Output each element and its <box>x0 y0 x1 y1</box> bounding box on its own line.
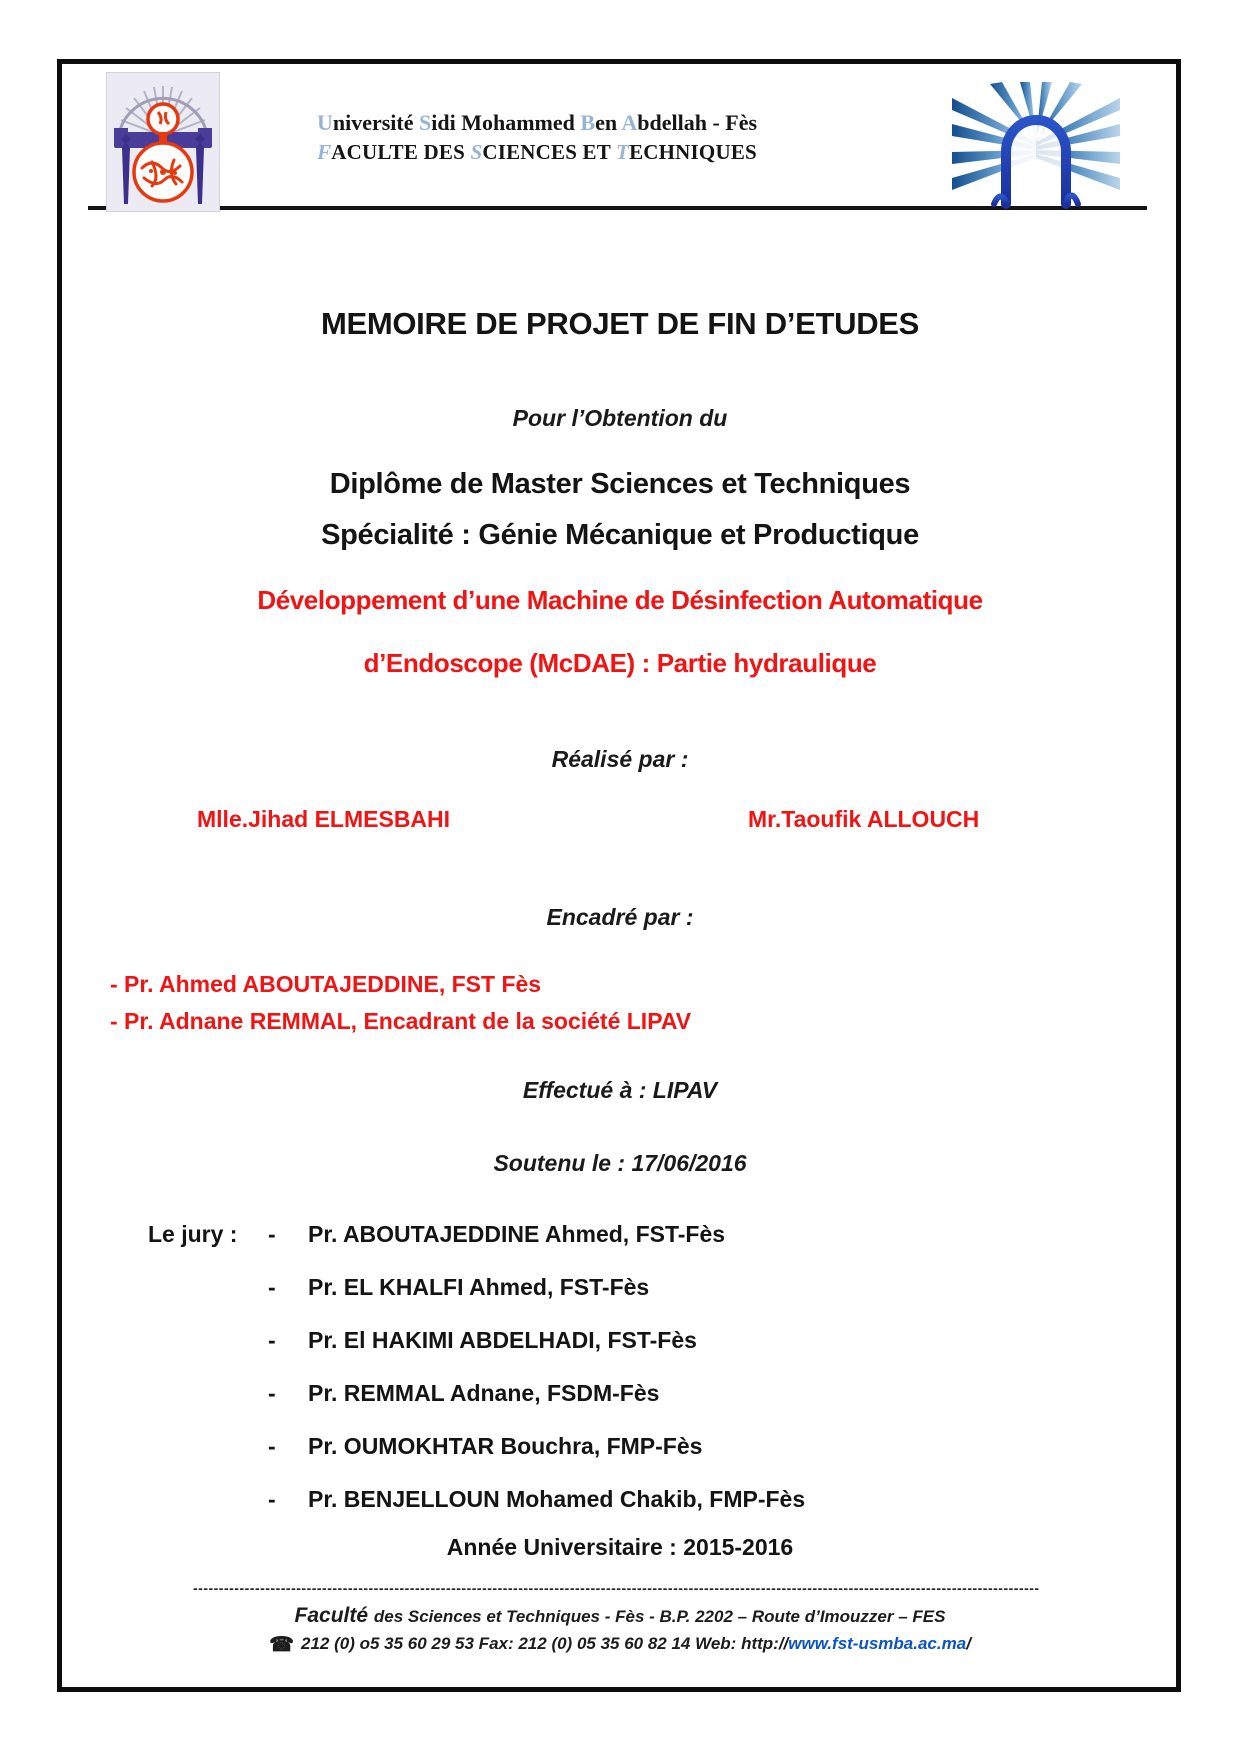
jury-member-name: Pr. EL KHALFI Ahmed, FST-Fès <box>308 1274 650 1300</box>
footer-contact-text <box>301 1634 971 1653</box>
text-segment[interactable]: www.fst-usmba.ac.ma <box>788 1634 967 1653</box>
author-name-left: Mlle.Jihad ELMESBAHI <box>197 806 451 832</box>
encadre-par-heading: Encadré par : <box>546 904 694 930</box>
footer-contact <box>90 1632 1150 1657</box>
text-segment: S <box>470 140 483 164</box>
fst-logo <box>950 80 1122 210</box>
text-segment: ACULTE DES <box>331 140 471 164</box>
jury-member-row <box>268 1221 725 1248</box>
supervisor-line: - Pr. Adnane REMMAL, Encadrant de la société LIPAV <box>110 1008 692 1034</box>
text-segment: en <box>595 110 622 135</box>
jury-member-name: Pr. BENJELLOUN Mohamed Chakib, FMP-Fès <box>308 1486 806 1512</box>
thesis-title-line1: Développement d’une Machine de Désinfection Automatique <box>257 585 983 615</box>
jury-member-row <box>268 1327 697 1354</box>
text-segment: des Sciences et Techniques - Fès - B.P. 2202 – Route d’Imouzzer – FES <box>373 1607 946 1626</box>
effectue-a-line: Effectué à : LIPAV <box>522 1077 718 1103</box>
arch-symbol <box>994 120 1078 204</box>
text-segment: CIENCES ET <box>482 140 617 164</box>
jury-label: Le jury : <box>148 1221 238 1247</box>
diploma-line: Diplôme de Master Sciences et Techniques <box>329 468 911 500</box>
header-text-block <box>237 108 837 166</box>
text-segment: Faculté <box>294 1604 374 1627</box>
jury-member-row <box>268 1486 805 1513</box>
soutenu-le-line: Soutenu le : 17/06/2016 <box>493 1150 747 1176</box>
jury-bullet-dash: - <box>268 1380 276 1406</box>
report-title: MEMOIRE DE PROJET DE FIN D’ETUDES <box>320 306 920 341</box>
text-segment: niversité <box>332 110 419 135</box>
jury-member-name: Pr. REMMAL Adnane, FSDM-Fès <box>308 1380 660 1406</box>
jury-member-name: Pr. OUMOKHTAR Bouchra, FMP-Fès <box>308 1433 703 1459</box>
text-segment: bdellah - Fès <box>637 110 758 135</box>
academic-year-line: Année Universitaire : 2015-2016 <box>446 1534 794 1560</box>
jury-bullet-dash: - <box>268 1327 276 1353</box>
university-name <box>237 108 837 138</box>
jury-member-name: Pr. ABOUTAJEDDINE Ahmed, FST-Fès <box>308 1221 726 1247</box>
jury-member-name: Pr. El HAKIMI ABDELHADI, FST-Fès <box>308 1327 697 1353</box>
text-segment: 212 (0) o5 35 60 29 53 Fax: 212 (0) 05 35 60 82 14 Web: http:// <box>301 1634 789 1653</box>
author-name-right: Mr.Taoufik ALLOUCH <box>748 806 980 832</box>
jury-bullet-dash: - <box>268 1221 276 1247</box>
supervisor-line: - Pr. Ahmed ABOUTAJEDDINE, FST Fès <box>110 971 542 997</box>
text-segment: T <box>616 140 630 164</box>
text-segment: idi Mohammed <box>431 110 581 135</box>
jury-member-row <box>268 1433 702 1460</box>
text-segment: S <box>419 110 432 135</box>
text-segment: / <box>966 1634 971 1653</box>
obtention-subtitle: Pour l’Obtention du <box>512 405 728 431</box>
supervisors-list <box>110 966 691 1040</box>
thesis-title-line2: d’Endoscope (McDAE) : Partie hydraulique <box>363 648 877 678</box>
jury-bullet-dash: - <box>268 1486 276 1512</box>
footer-dashed-divider: -------------------------------------------------------------------------------------------------------------------------------------------------------------------- <box>193 1580 1040 1596</box>
footer-address <box>90 1604 1150 1628</box>
realise-par-heading: Réalisé par : <box>551 746 689 772</box>
text-segment: F <box>317 140 332 164</box>
phone-icon: ☎ <box>269 1634 294 1656</box>
text-segment: ECHNIQUES <box>629 140 757 164</box>
faculty-name <box>237 138 837 166</box>
university-logo <box>106 72 220 212</box>
jury-member-row <box>268 1380 659 1407</box>
text-segment: U <box>316 110 333 135</box>
jury-bullet-dash: - <box>268 1274 276 1300</box>
jury-bullet-dash: - <box>268 1433 276 1459</box>
text-segment: A <box>621 110 638 135</box>
jury-member-row <box>268 1274 649 1301</box>
specialite-line: Spécialité : Génie Mécanique et Productique <box>321 519 919 551</box>
text-segment: B <box>580 110 596 135</box>
